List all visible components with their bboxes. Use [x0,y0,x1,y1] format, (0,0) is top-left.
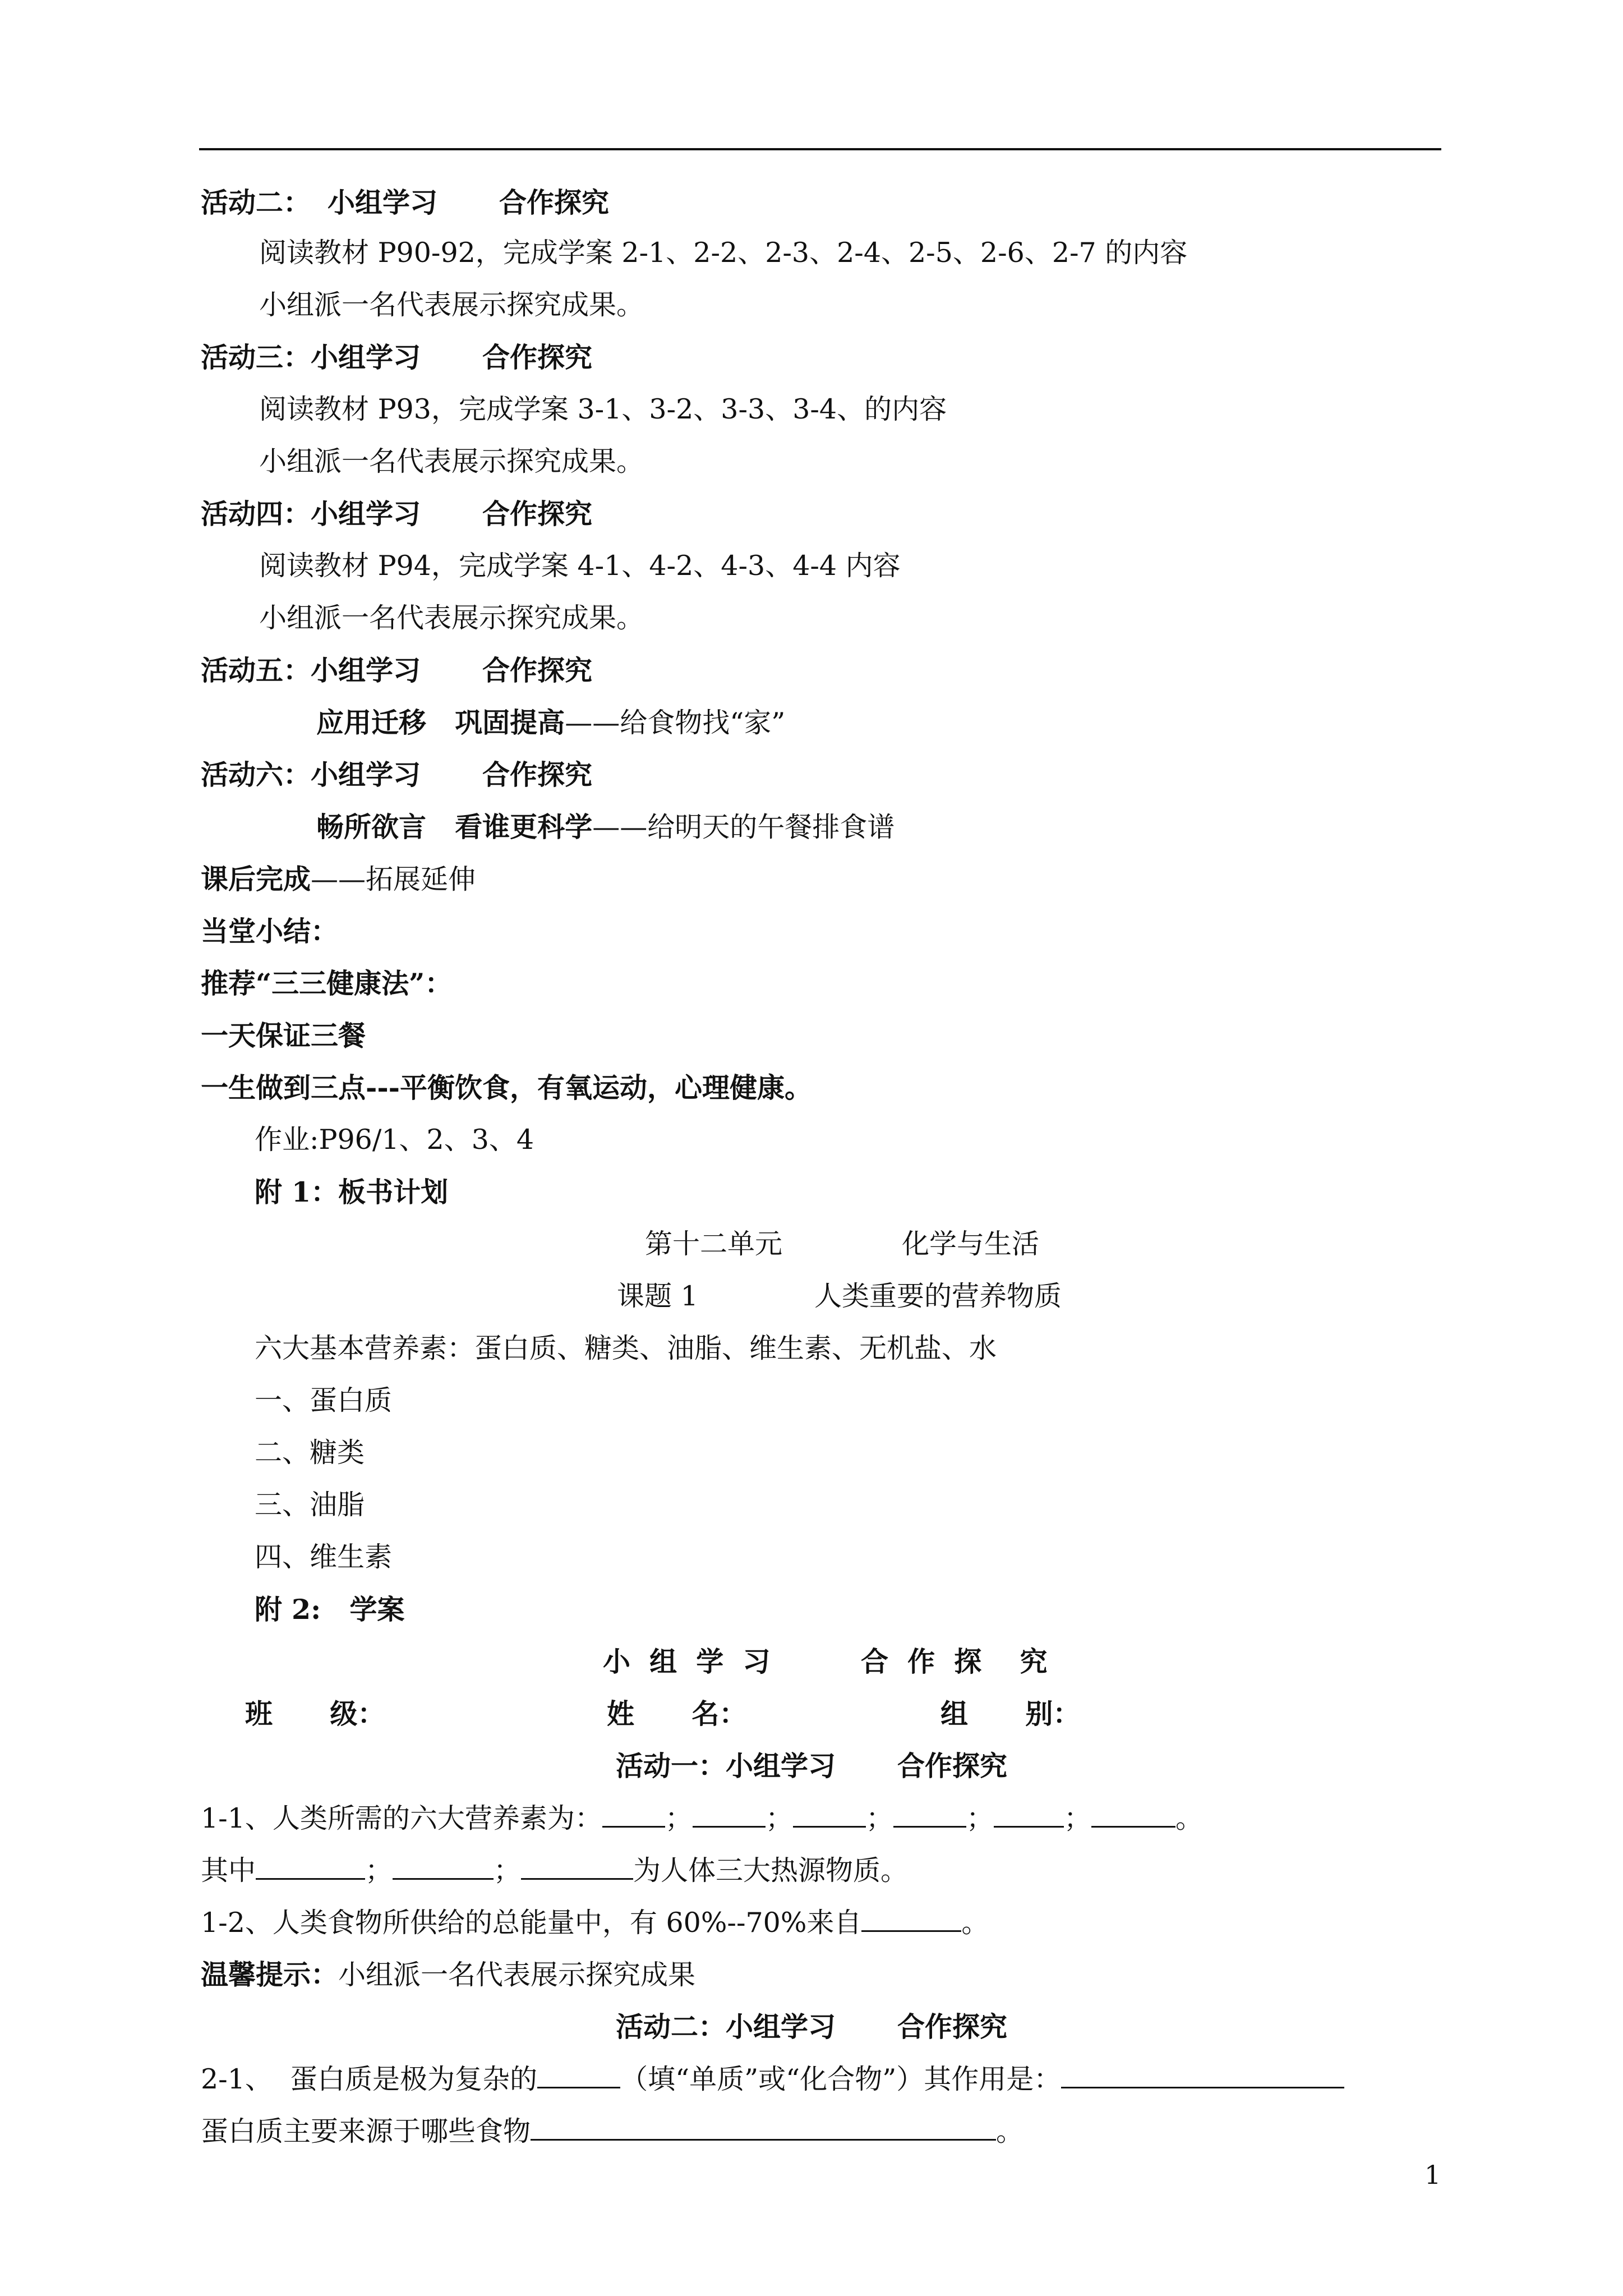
activity-3-present: 小组派一名代表展示探究成果。 [259,445,644,477]
question-2-1-sources: 蛋白质主要来源于哪些食物 。 [201,2115,1024,2147]
appendix-1-heading: 附 1：板书计划 [255,1176,449,1208]
answer-blank[interactable] [521,1853,633,1880]
question-2-1: 2-1、 蛋白质是极为复杂的 （填“单质”或“化合物”）其作用是： [201,2062,1344,2096]
activity-2-heading: 活动二： 小组学习 合作探究 [201,186,610,219]
board-lesson: 课题 1 [617,1280,698,1312]
worksheet-activity-1-heading: 活动一：小组学习 合作探究 [616,1750,1008,1782]
worksheet-title-2: 合 作 探 究 [861,1645,1048,1678]
question-1-2: 1-2、人类食物所供给的总能量中，有 60%--70%来自 。 [201,1907,989,1939]
answer-blank[interactable] [1091,1801,1175,1828]
answer-blank[interactable] [861,1906,961,1932]
activity-2-reading: 阅读教材 P90-92，完成学案 2-1、2-2、2-3、2-4、2-5、2-6、2-7 的内容 [259,237,1188,269]
worksheet-title-1: 小 组 学 习 [603,1645,771,1678]
name-label: 姓 名： [607,1697,747,1730]
activity-3-heading: 活动三：小组学习 合作探究 [201,341,593,374]
page-number: 1 [1424,2160,1441,2190]
summary-heading: 当堂小结： [201,915,339,947]
answer-blank[interactable] [602,1801,665,1828]
activity-2-present: 小组派一名代表展示探究成果。 [259,289,644,321]
activity-5-sub: 应用迁移 巩固提高——给食物找“家” [316,706,786,739]
recommend-heading: 推荐“三三健康法”： [201,967,453,1000]
answer-blank[interactable] [994,1801,1064,1828]
three-meals: 一天保证三餐 [201,1019,366,1052]
board-item: 一、蛋白质 [255,1384,393,1416]
activity-4-heading: 活动四：小组学习 合作探究 [201,498,593,530]
worksheet-activity-2-heading: 活动二：小组学习 合作探究 [616,2010,1008,2043]
homework: 作业:P96/1、2、3、4 [255,1124,534,1156]
activity-6-sub: 畅所欲言 看谁更科学——给明天的午餐排食谱 [316,811,895,843]
group-label: 组 别： [940,1697,1081,1730]
activity-4-present: 小组派一名代表展示探究成果。 [259,602,644,634]
board-unit-title: 化学与生活 [902,1228,1040,1260]
activity-5-heading: 活动五：小组学习 合作探究 [201,654,593,687]
board-nutrients: 六大基本营养素：蛋白质、糖类、油脂、维生素、无机盐、水 [255,1332,997,1364]
answer-blank[interactable] [1061,2062,1344,2088]
board-item: 四、维生素 [255,1541,393,1573]
three-points: 一生做到三点---平衡饮食，有氧运动，心理健康。 [201,1071,813,1104]
after-class: 课后完成——拓展延伸 [201,863,476,895]
answer-blank[interactable] [793,1801,866,1828]
answer-blank[interactable] [693,1801,766,1828]
header-rule [199,148,1441,150]
answer-blank[interactable] [393,1853,494,1880]
activity-3-reading: 阅读教材 P93，完成学案 3-1、3-2、3-3、3-4、的内容 [259,393,947,425]
answer-blank[interactable] [893,1801,966,1828]
question-1-1-heat-sources: 其中 ； ； 为人体三大热源物质。 [201,1855,909,1887]
activity-6-heading: 活动六：小组学习 合作探究 [201,758,593,791]
board-item: 三、油脂 [255,1489,365,1521]
appendix-2-heading: 附 2: 学案 [255,1593,405,1626]
activity-4-reading: 阅读教材 P94，完成学案 4-1、4-2、4-3、4-4 内容 [259,550,901,582]
answer-blank[interactable] [256,1853,365,1880]
class-label: 班 级： [245,1697,385,1730]
board-lesson-title: 人类重要的营养物质 [814,1280,1062,1312]
answer-blank[interactable] [531,2114,996,2141]
board-item: 二、糖类 [255,1437,365,1469]
board-unit: 第十二单元 [645,1228,783,1260]
tip: 温馨提示：小组派一名代表展示探究成果 [201,1958,696,1991]
answer-blank[interactable] [537,2062,620,2088]
question-1-1: 1-1、人类所需的六大营养素为： ； ； ； ； ； 。 [201,1802,1204,1834]
